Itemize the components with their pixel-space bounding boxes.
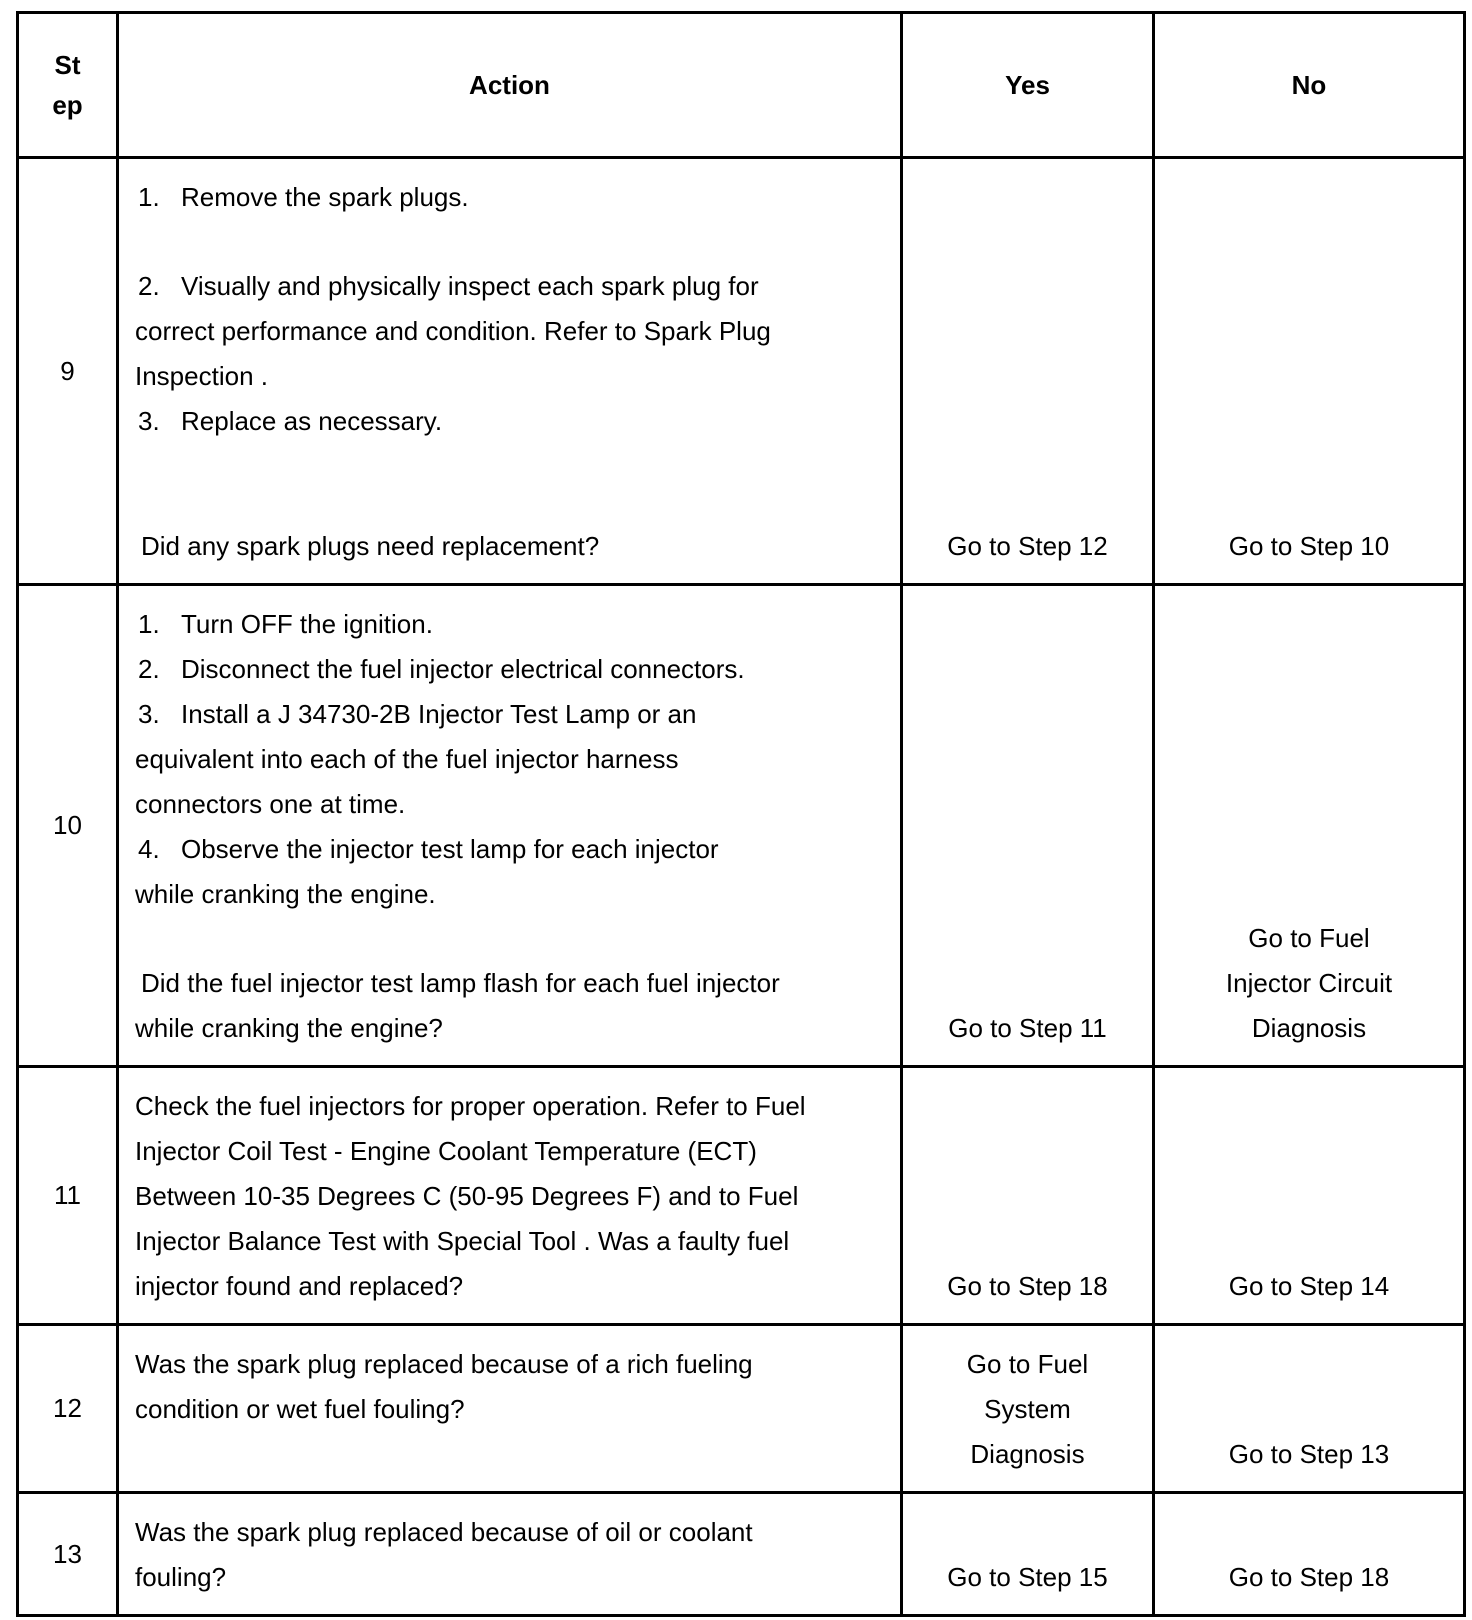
- no-cell: Go to Step 13: [1154, 1325, 1465, 1493]
- yes-text-line: Diagnosis: [970, 1439, 1085, 1469]
- table-row: [18, 1493, 1465, 1616]
- item-text: Turn OFF the ignition.: [181, 609, 433, 639]
- item-text: Disconnect the fuel injector electrical connectors.: [181, 654, 745, 684]
- no-text-line: Go to Fuel: [1248, 923, 1370, 953]
- header-row: [18, 13, 1465, 158]
- step-number: 13: [18, 1493, 118, 1616]
- action-cell: [118, 1067, 902, 1325]
- action-item: [135, 647, 886, 692]
- step-number: 10: [18, 585, 118, 1067]
- action-item: [135, 399, 886, 444]
- no-text-line: Diagnosis: [1251, 1013, 1367, 1043]
- action-item: [135, 264, 886, 309]
- header-yes: Yes: [902, 13, 1154, 158]
- header-step-line: St: [54, 50, 81, 80]
- item-continuation: Inspection .: [135, 361, 268, 391]
- action-item: [135, 692, 886, 737]
- no-text-line: Injector Circuit: [1225, 968, 1393, 998]
- item-text: Replace as necessary.: [181, 406, 443, 436]
- header-step-line: ep: [52, 90, 83, 120]
- action-cell: [118, 1493, 902, 1616]
- item-continuation: correct performance and condition. Refer to Spark Plug: [135, 316, 771, 346]
- no-cell: Go to Step 10: [1154, 158, 1465, 585]
- table-row: [18, 1067, 1465, 1325]
- spacer: [135, 220, 886, 264]
- action-line: fouling?: [135, 1562, 227, 1592]
- action-line: Between 10-35 Degrees C (50-95 Degrees F) and to Fuel: [135, 1181, 799, 1211]
- table-row: [18, 585, 1465, 1067]
- no-cell: Go to Step 14: [1154, 1067, 1465, 1325]
- step-number: 12: [18, 1325, 118, 1493]
- item-number: 3.: [138, 406, 160, 436]
- question-text: Did the fuel injector test lamp flash for each fuel injector: [141, 968, 780, 998]
- header-no: No: [1154, 13, 1465, 158]
- yes-cell: [902, 1325, 1154, 1493]
- no-cell: Go to Step 18: [1154, 1493, 1465, 1616]
- action-item: [135, 827, 886, 872]
- action-line: Check the fuel injectors for proper operation. Refer to Fuel: [135, 1091, 806, 1121]
- yes-cell: Go to Step 11: [902, 585, 1154, 1067]
- item-number: 1.: [138, 182, 160, 212]
- action-item: [135, 175, 886, 220]
- item-text: Observe the injector test lamp for each injector: [181, 834, 719, 864]
- item-continuation: connectors one at time.: [135, 789, 406, 819]
- action-line: injector found and replaced?: [135, 1271, 464, 1301]
- table-row: [18, 1325, 1465, 1493]
- yes-cell: Go to Step 15: [902, 1493, 1154, 1616]
- item-text: Visually and physically inspect each spark plug for: [181, 271, 759, 301]
- step-number: 9: [18, 158, 118, 585]
- yes-cell: Go to Step 18: [902, 1067, 1154, 1325]
- step-number: 11: [18, 1067, 118, 1325]
- item-number: 3.: [138, 699, 160, 729]
- spacer: [135, 917, 886, 961]
- question-text: Did any spark plugs need replacement?: [141, 531, 600, 561]
- action-line: Injector Coil Test - Engine Coolant Temperature (ECT): [135, 1136, 757, 1166]
- item-number: 4.: [138, 834, 160, 864]
- action-cell: [118, 158, 902, 585]
- header-action: Action: [118, 13, 902, 158]
- item-number: 1.: [138, 609, 160, 639]
- action-line: Was the spark plug replaced because of a rich fueling: [135, 1349, 753, 1379]
- action-cell: [118, 585, 902, 1067]
- item-number: 2.: [138, 654, 160, 684]
- no-cell: [1154, 585, 1465, 1067]
- spacer: [135, 444, 886, 524]
- item-text: Install a J 34730-2B Injector Test Lamp or an: [181, 699, 697, 729]
- yes-text-line: Go to Fuel: [966, 1349, 1089, 1379]
- action-cell: [118, 1325, 902, 1493]
- action-line: Injector Balance Test with Special Tool . Was a faulty fuel: [135, 1226, 790, 1256]
- action-line: Was the spark plug replaced because of oil or coolant: [135, 1517, 753, 1547]
- item-continuation: equivalent into each of the fuel injector harness: [135, 744, 679, 774]
- item-text: Remove the spark plugs.: [181, 182, 469, 212]
- item-continuation: while cranking the engine.: [135, 879, 436, 909]
- action-item: [135, 602, 886, 647]
- action-line: condition or wet fuel fouling?: [135, 1394, 465, 1424]
- diagnostic-table: [16, 11, 1466, 1617]
- item-number: 2.: [138, 271, 160, 301]
- yes-cell: Go to Step 12: [902, 158, 1154, 585]
- table-row: [18, 158, 1465, 585]
- header-step: [18, 13, 118, 158]
- yes-text-line: System: [984, 1394, 1071, 1424]
- question-text: while cranking the engine?: [135, 1013, 443, 1043]
